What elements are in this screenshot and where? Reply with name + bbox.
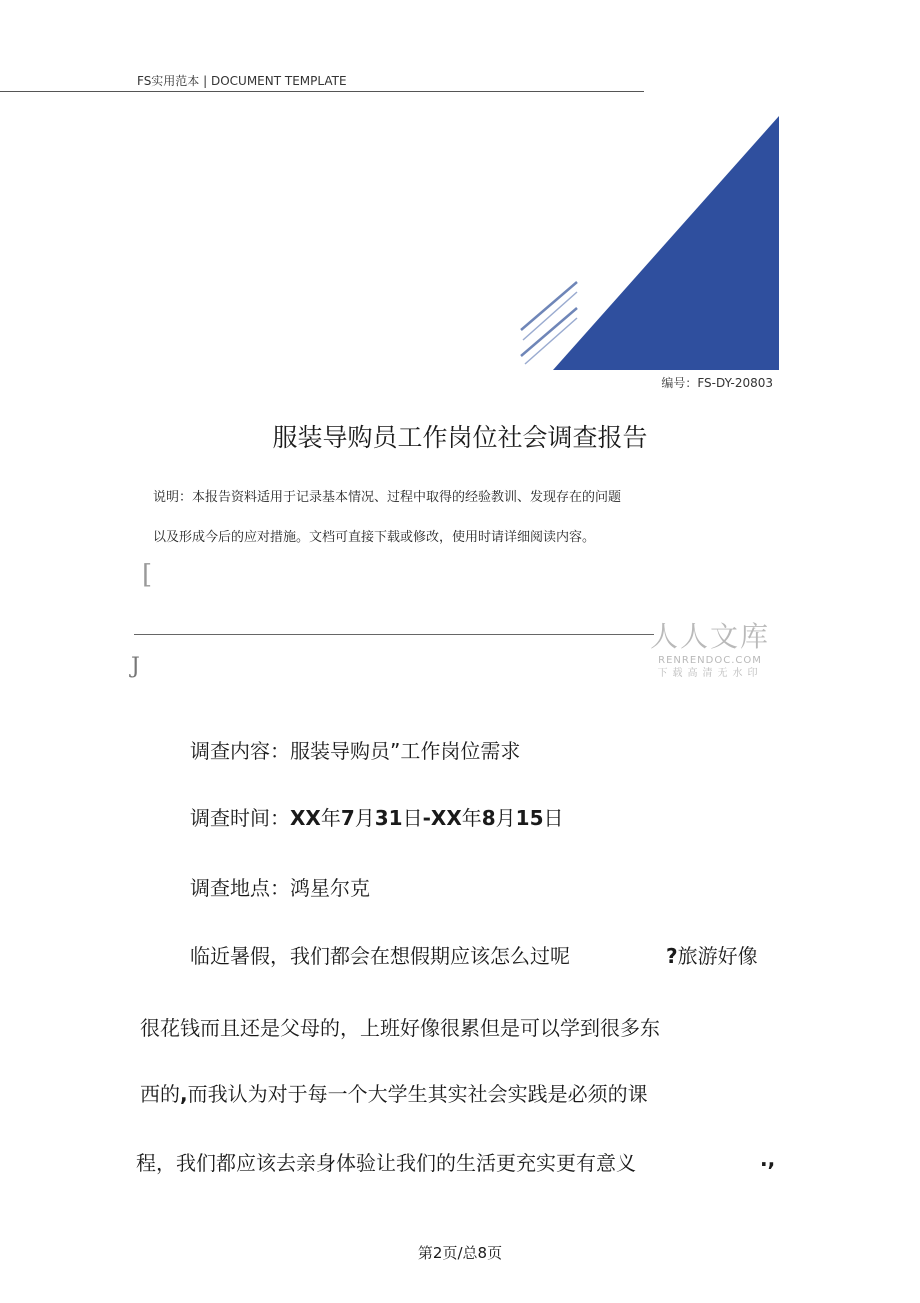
note-line-2: 以及形成今后的应对措施。文档可直接下载或修改，使用时请详细阅读内容。 bbox=[153, 530, 596, 545]
time-part: 日 bbox=[543, 806, 564, 830]
bracket-close: J bbox=[131, 654, 140, 679]
stripe-1 bbox=[521, 282, 577, 330]
watermark-tagline: 下载高清无水印 bbox=[657, 668, 763, 679]
watermark bbox=[646, 620, 774, 681]
paragraph-text: 而我认为对于每一个大学生其实社会实践是必须的课 bbox=[187, 1082, 648, 1106]
bracket-open: [ bbox=[142, 560, 153, 590]
time-part: XX bbox=[290, 806, 321, 830]
watermark-name: 人人文库 bbox=[649, 620, 770, 653]
question-mark: ? bbox=[666, 944, 678, 968]
survey-content-line bbox=[190, 735, 520, 764]
comma-mark: , bbox=[180, 1082, 188, 1106]
note-line-1: 说明：本报告资料适用于记录基本情况、过程中取得的经验教训、发现存在的问题 bbox=[153, 490, 622, 505]
paragraph-line-1 bbox=[190, 940, 570, 969]
survey-place-value: 鸿星尔克 bbox=[290, 876, 370, 900]
paragraph-line-1-end bbox=[666, 940, 758, 969]
survey-place-line bbox=[190, 872, 370, 901]
time-part: 日 bbox=[402, 806, 423, 830]
time-part: 月 bbox=[354, 806, 375, 830]
time-part: 31 bbox=[374, 806, 403, 830]
blue-triangle bbox=[553, 116, 779, 370]
survey-content-label: 调查内容： bbox=[190, 739, 290, 763]
time-part: -XX bbox=[422, 806, 462, 830]
paragraph-text: 旅游好像 bbox=[677, 944, 758, 968]
paragraph-text: 西的 bbox=[140, 1082, 180, 1106]
time-part: 月 bbox=[495, 806, 516, 830]
page-indicator: 第2页/总8页 bbox=[417, 1244, 503, 1262]
header-divider bbox=[0, 91, 644, 92]
document-number: 编号：FS-DY-20803 bbox=[661, 376, 773, 390]
paragraph-line-2: 很花钱而且还是父母的，上班好像很累但是可以学到很多东 bbox=[140, 1016, 660, 1040]
watermark-url: RENRENDOC.COM bbox=[658, 655, 762, 666]
paragraph-line-3 bbox=[140, 1078, 648, 1107]
time-part: 7 bbox=[340, 806, 355, 830]
time-part: 8 bbox=[481, 806, 496, 830]
document-title: 服装导购员工作岗位社会调查报告 bbox=[272, 423, 648, 452]
stripe-3 bbox=[521, 308, 577, 356]
time-part: 年 bbox=[461, 806, 482, 830]
survey-time-label: 调查时间： bbox=[190, 806, 290, 830]
header-label: FS实用范本 | DOCUMENT TEMPLATE bbox=[137, 74, 347, 88]
time-part: 15 bbox=[515, 806, 544, 830]
corner-decoration bbox=[515, 112, 785, 374]
survey-content-value: 服装导购员”工作岗位需求 bbox=[290, 739, 521, 763]
section-divider bbox=[134, 634, 654, 635]
paragraph-text: 临近暑假，我们都会在想假期应该怎么过呢 bbox=[190, 944, 570, 968]
paragraph-line-4: 程，我们都应该去亲身体验让我们的生活更充实更有意义 bbox=[136, 1151, 636, 1175]
paragraph-line-4-end: ., bbox=[760, 1147, 776, 1171]
time-part: 年 bbox=[320, 806, 341, 830]
survey-time-line bbox=[190, 802, 564, 831]
survey-place-label: 调查地点： bbox=[190, 876, 290, 900]
